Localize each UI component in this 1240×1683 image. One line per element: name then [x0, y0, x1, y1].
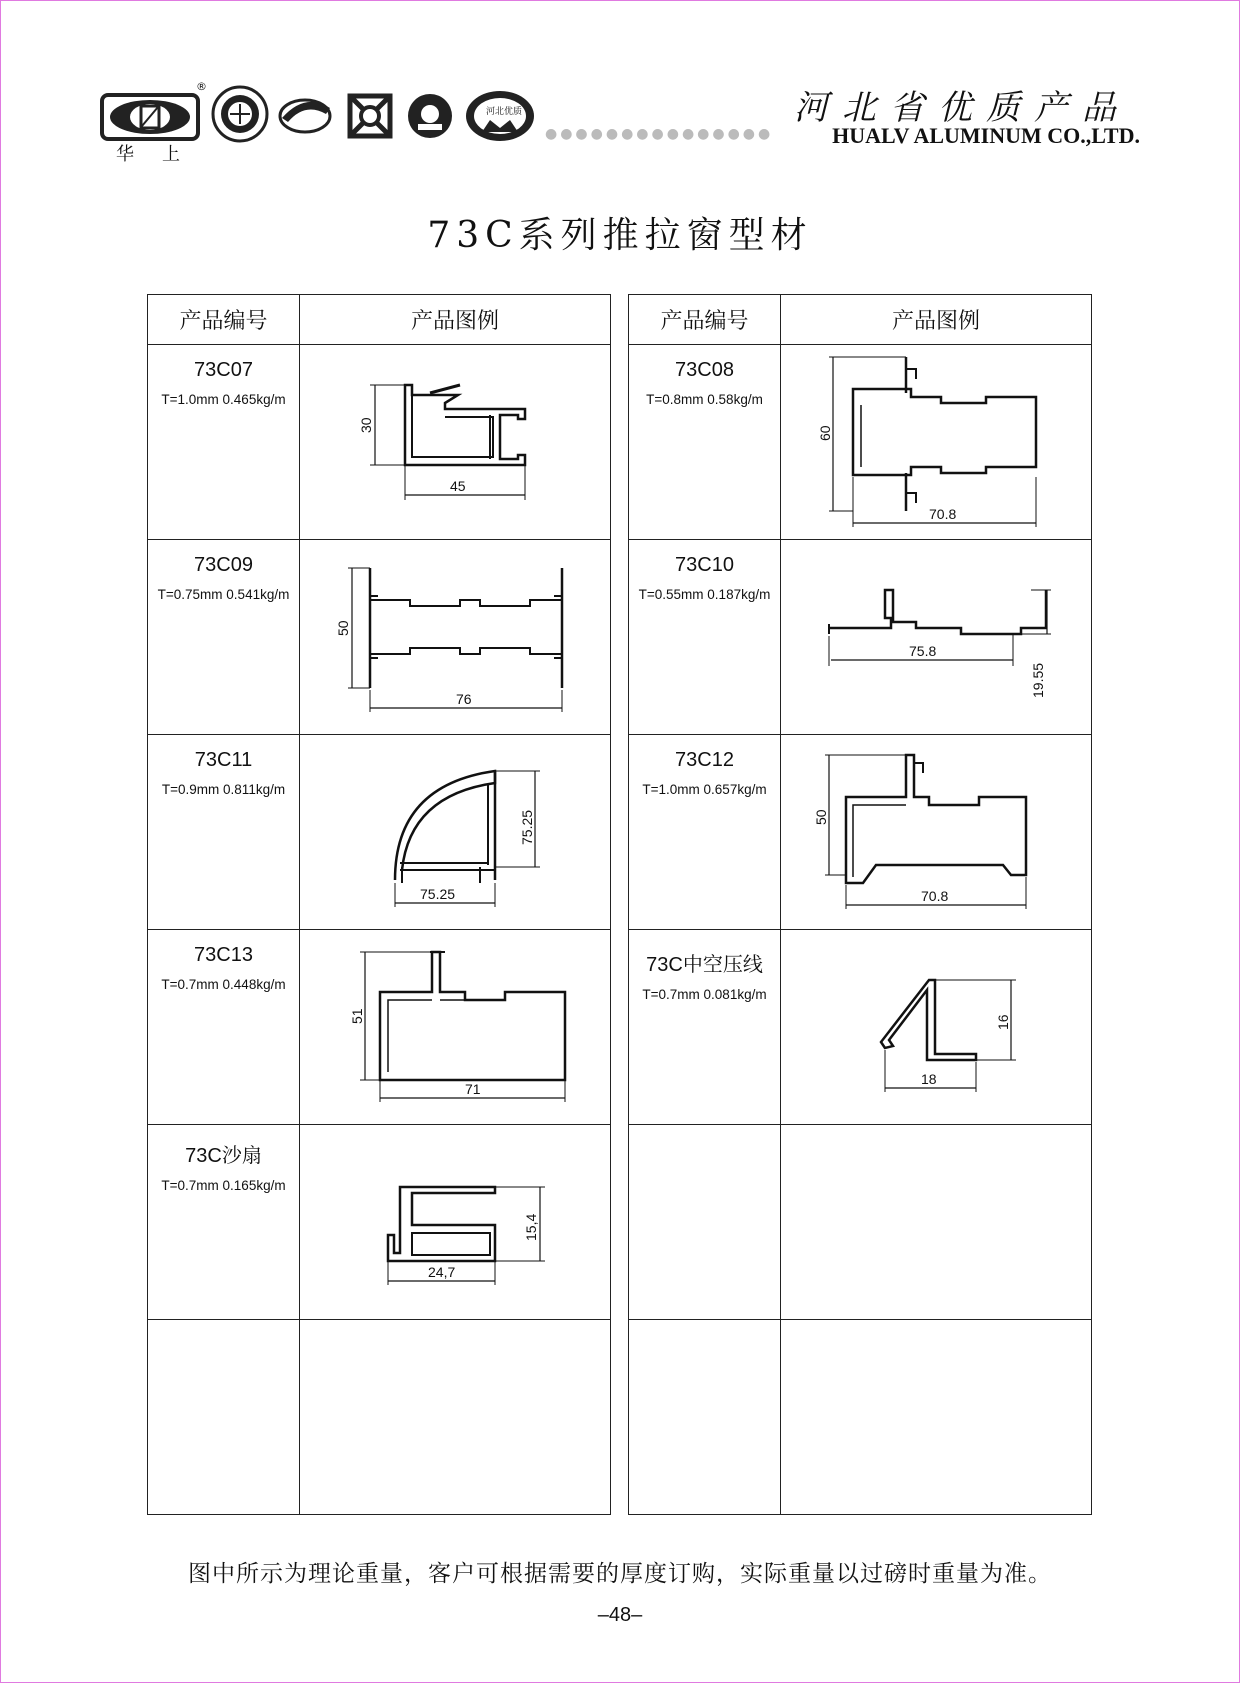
badge-text: CMS: [293, 113, 318, 125]
product-spec: T=0.9mm 0.811kg/m: [161, 782, 286, 797]
registered-mark: ®: [196, 80, 207, 93]
column-header-figure: 产品图例: [781, 295, 1092, 345]
page-header: [100, 78, 1140, 168]
page-title: 73C系列推拉窗型材: [427, 215, 813, 256]
dimension-label: 24,7: [428, 1264, 456, 1280]
dimension-label: 76: [456, 691, 472, 707]
dimension-label: 50: [335, 620, 351, 636]
product-spec: T=1.0mm 0.465kg/m: [161, 392, 286, 407]
table-row-empty: [148, 1320, 611, 1515]
product-spec: T=0.7mm 0.165kg/m: [161, 1178, 286, 1193]
profile-drawing-73C07: [300, 345, 610, 539]
dimension-label: 71: [465, 1081, 481, 1097]
dimension-label: 70.8: [921, 888, 949, 904]
decorative-dots: ●●●●●●●●●●●●●●●: [545, 126, 774, 142]
header-title: 河北省优质产品: [794, 88, 1130, 128]
page-number: –48–: [597, 1604, 643, 1626]
dimension-label: 16: [995, 1014, 1011, 1030]
product-code: 73C中空压线: [646, 954, 763, 976]
product-code: 73C沙扇: [185, 1145, 262, 1167]
profile-drawing-73C08: [781, 345, 1091, 539]
product-code: 73C12: [675, 749, 734, 771]
dimension-label: 45: [450, 478, 466, 494]
brand-name: 华上: [116, 144, 208, 165]
profile-drawing-73C-glazing-bead: [781, 930, 1091, 1124]
svg-text:河北优质: 河北优质: [486, 106, 523, 116]
dimension-label: 51: [349, 1008, 365, 1024]
column-header-code: 产品编号: [148, 295, 300, 345]
table-row: [148, 930, 611, 1125]
product-code: 73C08: [675, 359, 734, 381]
cms-badge-icon: [280, 100, 330, 132]
product-spec: T=0.7mm 0.081kg/m: [642, 987, 767, 1002]
profile-drawing-73C11: [300, 735, 610, 929]
dimension-label: 75.8: [909, 643, 937, 659]
column-header-code: 产品编号: [629, 295, 781, 345]
dimension-label: 15,4: [523, 1213, 539, 1241]
hebei-quality-seal-icon: [466, 91, 534, 141]
table-row: [148, 540, 611, 735]
product-spec: T=0.8mm 0.58kg/m: [646, 392, 763, 407]
product-spec: T=1.0mm 0.657kg/m: [642, 782, 767, 797]
product-code: 73C09: [194, 554, 253, 576]
profile-drawing-73C09: [300, 540, 610, 734]
product-code: 73C13: [194, 944, 253, 966]
dimension-label: 60: [817, 425, 833, 441]
dimension-label: 18: [921, 1071, 937, 1087]
company-logo: [100, 93, 200, 145]
table-row: [629, 930, 1092, 1125]
globe-seal-icon: [213, 87, 267, 141]
profile-drawing-73C12: [781, 735, 1091, 929]
table-row: [629, 345, 1092, 540]
certification-badges: [210, 84, 540, 144]
emblem-icon: [408, 94, 452, 138]
product-spec: T=0.7mm 0.448kg/m: [161, 977, 286, 992]
quality-mark-icon: [350, 96, 390, 136]
table-row: [148, 735, 611, 930]
dimension-label: 50: [813, 809, 829, 825]
product-code: 73C07: [194, 359, 253, 381]
header-company: HUALV ALUMINUM CO.,LTD.: [832, 123, 1140, 148]
table-row: [629, 735, 1092, 930]
dimension-label: 19.55: [1030, 662, 1046, 698]
profile-drawing-73C13: [300, 930, 610, 1124]
table-row: [148, 1125, 611, 1320]
product-code: 73C10: [675, 554, 734, 576]
table-row-empty: [629, 1125, 1092, 1320]
product-spec: T=0.55mm 0.187kg/m: [638, 587, 771, 602]
table-row-empty: [629, 1320, 1092, 1515]
table-row: [148, 345, 611, 540]
product-code: 73C11: [194, 749, 253, 771]
dimension-label: 75.25: [519, 809, 535, 845]
profile-drawing-73C10: [781, 540, 1091, 734]
profile-drawing-73C-screen-sash: [300, 1125, 610, 1319]
dimension-label: 30: [358, 417, 374, 433]
table-row: [629, 540, 1092, 735]
dimension-label: 75.25: [420, 886, 456, 902]
dimension-label: 70.8: [929, 506, 957, 522]
product-table-left: [147, 294, 611, 1515]
product-table-right: [628, 294, 1092, 1515]
column-header-figure: 产品图例: [300, 295, 611, 345]
weight-footnote: 图中所示为理论重量，客户可根据需要的厚度订购，实际重量以过磅时重量为准。: [188, 1561, 1052, 1587]
product-spec: T=0.75mm 0.541kg/m: [157, 587, 290, 602]
